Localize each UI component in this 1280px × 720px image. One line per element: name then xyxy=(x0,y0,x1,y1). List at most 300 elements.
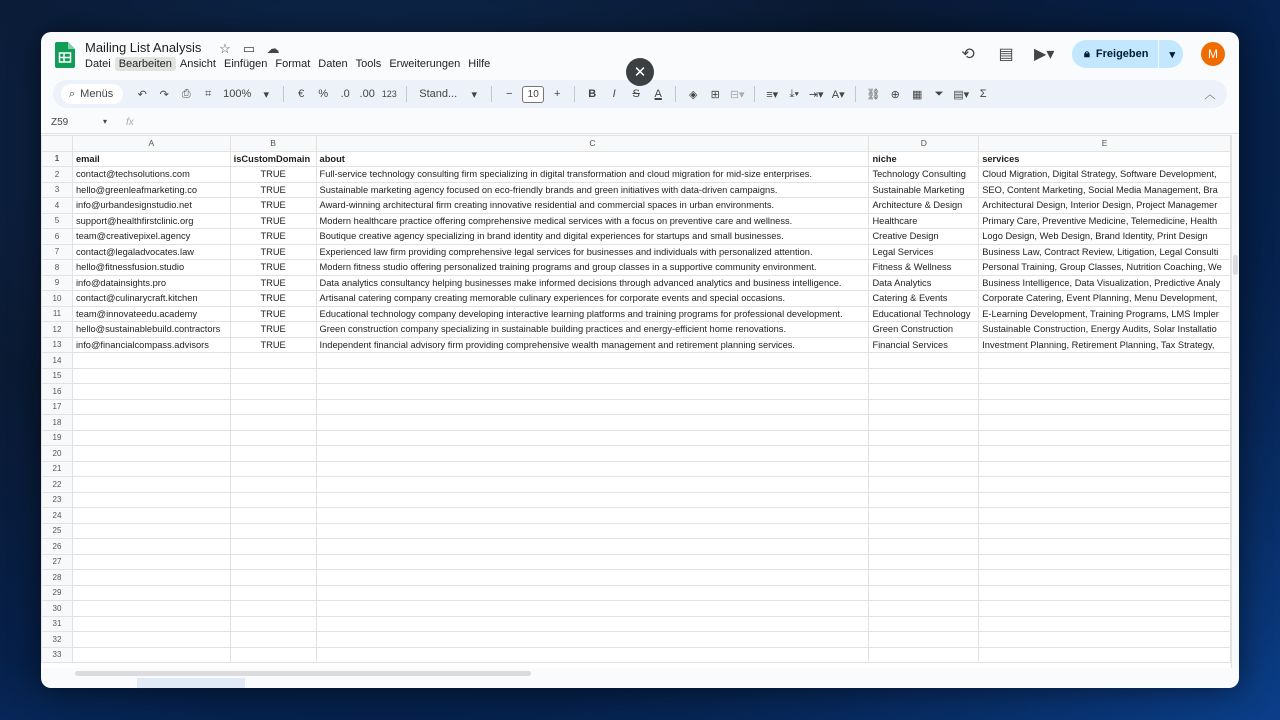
share-divider xyxy=(1158,40,1159,68)
cell[interactable]: Fitness & Wellness xyxy=(869,260,979,276)
cell[interactable] xyxy=(316,616,869,632)
cell[interactable] xyxy=(316,647,869,663)
cell[interactable]: Artisanal catering company creating memorable culinary experiences for corporate events and special occasions. xyxy=(316,291,869,307)
table-row xyxy=(42,415,1231,431)
cell[interactable]: info@datainsights.pro xyxy=(72,275,230,291)
cell[interactable] xyxy=(869,647,979,663)
cell[interactable] xyxy=(869,415,979,431)
table-row xyxy=(42,229,1231,245)
font-size-decrease-icon[interactable]: − xyxy=(505,88,513,100)
cell[interactable]: Logo Design, Web Design, Brand Identity, Print Design xyxy=(979,229,1231,245)
cell[interactable] xyxy=(72,477,230,493)
cell[interactable] xyxy=(316,384,869,400)
cell[interactable]: TRUE xyxy=(230,291,316,307)
menu-erweiterungen[interactable]: Erweiterungen xyxy=(389,58,461,70)
redo-icon[interactable]: ↷ xyxy=(159,88,169,101)
cell[interactable]: contact@legaladvocates.law xyxy=(72,244,230,260)
cell[interactable] xyxy=(869,554,979,570)
row-number[interactable]: 8 xyxy=(42,260,73,276)
menu-bearbeiten[interactable]: Bearbeiten xyxy=(115,57,176,71)
cell[interactable]: contact@techsolutions.com xyxy=(72,167,230,183)
cell[interactable]: Architectural Design, Interior Design, Project Managemer xyxy=(979,198,1231,214)
cell[interactable] xyxy=(230,647,316,663)
share-dropdown-icon[interactable]: ▾ xyxy=(1169,48,1175,61)
cell[interactable] xyxy=(230,539,316,555)
cell[interactable] xyxy=(72,415,230,431)
cell[interactable]: Architecture & Design xyxy=(869,198,979,214)
cell[interactable] xyxy=(979,368,1231,384)
cell[interactable] xyxy=(869,523,979,539)
decrease-decimal-button[interactable]: .0 xyxy=(340,88,350,100)
cell[interactable]: Business Law, Contract Review, Litigation, Legal Consulti xyxy=(979,244,1231,260)
cell[interactable] xyxy=(316,446,869,462)
cell[interactable] xyxy=(979,647,1231,663)
cell[interactable]: team@innovateedu.academy xyxy=(72,306,230,322)
cell[interactable] xyxy=(316,430,869,446)
table-row xyxy=(42,182,1231,198)
menu-format[interactable]: Format xyxy=(275,58,311,70)
bold-button[interactable]: B xyxy=(588,88,597,100)
number-format-button[interactable]: 123 xyxy=(381,89,397,99)
cell[interactable] xyxy=(869,477,979,493)
cell[interactable] xyxy=(979,492,1231,508)
version-history-icon[interactable]: ⟲ xyxy=(961,46,975,63)
cell[interactable]: info@urbandesignstudio.net xyxy=(72,198,230,214)
cell[interactable] xyxy=(979,461,1231,477)
chevron-down-icon[interactable]: ▾ xyxy=(471,88,477,101)
cell[interactable]: Award-winning architectural firm creating innovative residential and commercial spaces in urban environments. xyxy=(316,198,869,214)
cell[interactable]: Sustainable Marketing xyxy=(869,182,979,198)
row-number[interactable]: 19 xyxy=(42,430,73,446)
cell[interactable]: Personal Training, Group Classes, Nutrition Coaching, We xyxy=(979,260,1231,276)
table-row xyxy=(42,616,1231,632)
cell[interactable] xyxy=(869,570,979,586)
collapse-toolbar-icon[interactable]: ︿ xyxy=(1204,89,1216,101)
cell[interactable] xyxy=(316,368,869,384)
toolbar-divider xyxy=(491,86,492,102)
cell[interactable]: Data analytics consultancy helping businesses make informed decisions through advanced analytics and business intelligence. xyxy=(316,275,869,291)
cell[interactable]: TRUE xyxy=(230,213,316,229)
cell[interactable]: Green construction company specializing in sustainable building practices and energy-efficient home renovations. xyxy=(316,322,869,338)
cell[interactable] xyxy=(979,632,1231,648)
menu-ansicht[interactable]: Ansicht xyxy=(179,58,216,70)
cell[interactable] xyxy=(230,523,316,539)
meet-icon[interactable]: ▶▾ xyxy=(1034,46,1055,63)
cell[interactable]: TRUE xyxy=(230,244,316,260)
row-number[interactable]: 2 xyxy=(42,167,73,183)
cell[interactable]: Creative Design xyxy=(869,229,979,245)
row-number[interactable]: 18 xyxy=(42,415,73,431)
menu-tools[interactable]: Tools xyxy=(355,58,382,70)
cell[interactable]: isCustomDomain xyxy=(230,151,316,167)
cell[interactable] xyxy=(316,539,869,555)
cell[interactable]: Financial Services xyxy=(869,337,979,353)
row-number[interactable]: 16 xyxy=(42,384,73,400)
cell[interactable] xyxy=(72,632,230,648)
cell[interactable] xyxy=(979,554,1231,570)
cell[interactable] xyxy=(869,368,979,384)
cell[interactable]: Data Analytics xyxy=(869,275,979,291)
avatar[interactable]: M xyxy=(1201,42,1225,66)
cell[interactable] xyxy=(316,461,869,477)
cell[interactable] xyxy=(230,399,316,415)
cell[interactable] xyxy=(230,554,316,570)
cell[interactable] xyxy=(316,570,869,586)
insert-chart-icon[interactable]: ▦ xyxy=(912,88,923,101)
table-row xyxy=(42,539,1231,555)
search-icon: ⌕ xyxy=(69,87,76,100)
cell[interactable]: Technology Consulting xyxy=(869,167,979,183)
spreadsheet-window xyxy=(41,32,1239,688)
cell[interactable] xyxy=(72,399,230,415)
row-number[interactable]: 4 xyxy=(42,198,73,214)
table-row xyxy=(42,585,1231,601)
cell[interactable]: TRUE xyxy=(230,306,316,322)
cell[interactable]: email xyxy=(72,151,230,167)
table-row xyxy=(42,461,1231,477)
cell[interactable] xyxy=(316,554,869,570)
row-number[interactable]: 12 xyxy=(42,322,73,338)
cell[interactable] xyxy=(230,446,316,462)
table-row xyxy=(42,291,1231,307)
horizontal-scrollbar[interactable] xyxy=(73,668,1231,678)
cell[interactable] xyxy=(979,601,1231,617)
cell[interactable] xyxy=(869,430,979,446)
cell[interactable]: Legal Services xyxy=(869,244,979,260)
fx-icon: fx xyxy=(126,117,134,128)
row-number[interactable]: 26 xyxy=(42,539,73,555)
row-number[interactable]: 30 xyxy=(42,601,73,617)
table-row xyxy=(42,198,1231,214)
cell[interactable]: Cloud Migration, Digital Strategy, Software Development, xyxy=(979,167,1231,183)
row-number[interactable]: 1 xyxy=(42,151,73,167)
insert-comment-icon[interactable]: ⊕ xyxy=(890,88,900,101)
cell[interactable]: info@financialcompass.advisors xyxy=(72,337,230,353)
cell[interactable] xyxy=(72,601,230,617)
horizontal-scroll-thumb[interactable] xyxy=(75,671,531,676)
cell[interactable] xyxy=(230,632,316,648)
close-icon[interactable]: ✕ xyxy=(626,58,654,86)
cell[interactable]: Independent financial advisory firm providing comprehensive wealth management and retirement planning services. xyxy=(316,337,869,353)
toolbar-divider xyxy=(675,86,676,102)
table-row xyxy=(42,213,1231,229)
cell[interactable] xyxy=(316,415,869,431)
cell[interactable] xyxy=(869,601,979,617)
cell[interactable] xyxy=(72,368,230,384)
cell[interactable]: niche xyxy=(869,151,979,167)
cell[interactable]: hello@sustainablebuild.contractors xyxy=(72,322,230,338)
row-number[interactable]: 24 xyxy=(42,508,73,524)
cell[interactable] xyxy=(230,430,316,446)
cell[interactable]: E-Learning Development, Training Programs, LMS Impler xyxy=(979,306,1231,322)
percent-format-button[interactable]: % xyxy=(318,88,329,100)
row-number[interactable]: 9 xyxy=(42,275,73,291)
cell[interactable] xyxy=(316,585,869,601)
cell[interactable]: Catering & Events xyxy=(869,291,979,307)
cell[interactable]: Investment Planning, Retirement Planning, Tax Strategy, xyxy=(979,337,1231,353)
column-header[interactable]: A xyxy=(72,136,230,152)
table-row xyxy=(42,647,1231,663)
row-number[interactable]: 29 xyxy=(42,585,73,601)
cell[interactable]: TRUE xyxy=(230,337,316,353)
strikethrough-button[interactable]: S xyxy=(632,88,640,100)
cell[interactable] xyxy=(230,616,316,632)
cell[interactable] xyxy=(72,353,230,369)
row-number[interactable]: 13 xyxy=(42,337,73,353)
table-row xyxy=(42,384,1231,400)
currency-format-button[interactable]: € xyxy=(298,88,305,100)
cell[interactable] xyxy=(72,508,230,524)
cell[interactable]: TRUE xyxy=(230,182,316,198)
cell[interactable] xyxy=(230,353,316,369)
cell[interactable] xyxy=(72,616,230,632)
row-number[interactable]: 21 xyxy=(42,461,73,477)
row-number[interactable]: 7 xyxy=(42,244,73,260)
row-number[interactable]: 20 xyxy=(42,446,73,462)
star-icon[interactable]: ☆ xyxy=(219,41,231,56)
filter-views-icon[interactable]: ▤▾ xyxy=(953,88,970,101)
cell[interactable] xyxy=(869,492,979,508)
cell[interactable] xyxy=(869,446,979,462)
vertical-scrollbar[interactable] xyxy=(1231,135,1239,668)
sheet-tab[interactable] xyxy=(137,678,245,688)
cell[interactable]: TRUE xyxy=(230,229,316,245)
row-number[interactable]: 23 xyxy=(42,492,73,508)
table-row xyxy=(42,244,1231,260)
cell[interactable] xyxy=(869,461,979,477)
undo-icon[interactable]: ↶ xyxy=(137,88,147,101)
cell[interactable]: Green Construction xyxy=(869,322,979,338)
row-number[interactable]: 5 xyxy=(42,213,73,229)
cell[interactable] xyxy=(230,508,316,524)
vertical-align-icon[interactable]: ⤓▾ xyxy=(789,87,799,100)
cell[interactable] xyxy=(979,446,1231,462)
font-size-increase-icon[interactable]: + xyxy=(553,88,561,100)
cell[interactable] xyxy=(979,508,1231,524)
cell[interactable] xyxy=(869,508,979,524)
row-number[interactable]: 10 xyxy=(42,291,73,307)
cell[interactable]: Boutique creative agency specializing in brand identity and digital experiences for startups and small businesses. xyxy=(316,229,869,245)
cell[interactable] xyxy=(72,384,230,400)
cell[interactable]: Sustainable marketing agency focused on eco-friendly brands and green initiatives with data-driven campaigns. xyxy=(316,182,869,198)
cell[interactable]: Educational Technology xyxy=(869,306,979,322)
table-row xyxy=(42,508,1231,524)
functions-button[interactable]: Σ xyxy=(979,88,987,100)
cell[interactable]: TRUE xyxy=(230,322,316,338)
cell[interactable] xyxy=(230,368,316,384)
cell[interactable] xyxy=(230,570,316,586)
cell[interactable]: support@healthfirstclinic.org xyxy=(72,213,230,229)
cell[interactable]: Experienced law firm providing comprehensive legal services for businesses and individuals with personalized attention. xyxy=(316,244,869,260)
cell[interactable] xyxy=(230,415,316,431)
select-all-corner[interactable] xyxy=(42,136,73,152)
row-number[interactable]: 25 xyxy=(42,523,73,539)
print-icon[interactable]: ⎙ xyxy=(181,87,191,100)
cell[interactable] xyxy=(72,492,230,508)
cell[interactable] xyxy=(72,539,230,555)
text-rotation-icon[interactable]: A▾ xyxy=(831,88,845,101)
cell[interactable]: Primary Care, Preventive Medicine, Telemedicine, Health xyxy=(979,213,1231,229)
cell[interactable] xyxy=(316,632,869,648)
document-title[interactable]: Mailing List Analysis xyxy=(85,40,202,55)
cell[interactable] xyxy=(72,647,230,663)
row-number[interactable]: 3 xyxy=(42,182,73,198)
table-row xyxy=(42,167,1231,183)
row-number[interactable]: 22 xyxy=(42,477,73,493)
toolbar-divider xyxy=(406,86,407,102)
name-box[interactable]: Z59 xyxy=(51,117,69,128)
cell[interactable]: Healthcare xyxy=(869,213,979,229)
horizontal-align-icon[interactable]: ≡▾ xyxy=(766,88,779,101)
italic-button[interactable]: I xyxy=(612,88,616,100)
sheets-logo-icon[interactable] xyxy=(55,42,75,68)
cell[interactable]: Modern fitness studio offering personalized training programs and group classes in a supportive community environment. xyxy=(316,260,869,276)
cell[interactable]: Educational technology company developing interactive learning platforms and training programs for professional development. xyxy=(316,306,869,322)
table-row xyxy=(42,322,1231,338)
move-folder-icon[interactable]: ▭ xyxy=(242,41,256,56)
cell[interactable] xyxy=(869,539,979,555)
column-header[interactable]: B xyxy=(230,136,316,152)
sheet-grid[interactable] xyxy=(41,135,1231,668)
font-size-input[interactable]: 10 xyxy=(522,86,544,103)
comments-icon[interactable]: ▤ xyxy=(998,46,1014,63)
row-number[interactable]: 17 xyxy=(42,399,73,415)
cell[interactable] xyxy=(230,601,316,617)
cell[interactable]: Business Intelligence, Data Visualization, Predictive Analy xyxy=(979,275,1231,291)
cell[interactable]: TRUE xyxy=(230,260,316,276)
text-color-button[interactable]: A xyxy=(654,88,662,100)
share-button[interactable] xyxy=(1072,40,1183,68)
insert-link-icon[interactable]: ⛓ xyxy=(866,88,881,101)
cell[interactable] xyxy=(979,523,1231,539)
cell[interactable] xyxy=(230,461,316,477)
cell[interactable] xyxy=(316,601,869,617)
cell[interactable] xyxy=(869,399,979,415)
cell[interactable]: team@creativepixel.agency xyxy=(72,229,230,245)
cell[interactable] xyxy=(979,353,1231,369)
merge-cells-icon[interactable]: ⊟▾ xyxy=(729,88,745,101)
row-number[interactable]: 28 xyxy=(42,570,73,586)
text-wrap-icon[interactable]: ⇥▾ xyxy=(808,88,824,101)
cell[interactable] xyxy=(72,585,230,601)
cell[interactable]: TRUE xyxy=(230,167,316,183)
cell[interactable] xyxy=(72,461,230,477)
fill-color-icon[interactable]: ◈ xyxy=(688,88,698,101)
row-number[interactable]: 6 xyxy=(42,229,73,245)
vertical-scroll-thumb[interactable] xyxy=(1233,255,1238,275)
cell[interactable] xyxy=(316,523,869,539)
row-number[interactable]: 27 xyxy=(42,554,73,570)
menu-einfuegen[interactable]: Einfügen xyxy=(223,58,268,70)
cell[interactable]: hello@fitnessfusion.studio xyxy=(72,260,230,276)
cell[interactable] xyxy=(72,570,230,586)
column-header[interactable]: E xyxy=(979,136,1231,152)
cell[interactable] xyxy=(72,430,230,446)
font-select[interactable]: Stand... xyxy=(419,88,458,100)
cell[interactable] xyxy=(869,353,979,369)
cell[interactable]: Sustainable Construction, Energy Audits, Solar Installatio xyxy=(979,322,1231,338)
cell[interactable] xyxy=(869,616,979,632)
menu-hilfe[interactable]: Hilfe xyxy=(468,58,491,70)
row-number[interactable]: 14 xyxy=(42,353,73,369)
cell[interactable] xyxy=(230,492,316,508)
cell[interactable]: about xyxy=(316,151,869,167)
cell[interactable] xyxy=(230,585,316,601)
increase-decimal-button[interactable]: .00 xyxy=(359,88,375,100)
cell[interactable] xyxy=(979,539,1231,555)
row-number[interactable]: 31 xyxy=(42,616,73,632)
table-row xyxy=(42,337,1231,353)
cell[interactable] xyxy=(979,384,1231,400)
cell[interactable]: TRUE xyxy=(230,275,316,291)
zoom-select[interactable]: 100% xyxy=(223,88,252,100)
cell[interactable]: contact@culinarycraft.kitchen xyxy=(72,291,230,307)
row-number[interactable]: 11 xyxy=(42,306,73,322)
table-row xyxy=(42,554,1231,570)
cell[interactable]: services xyxy=(979,151,1231,167)
cell[interactable] xyxy=(979,585,1231,601)
cell[interactable] xyxy=(869,585,979,601)
cell[interactable] xyxy=(72,523,230,539)
cell[interactable] xyxy=(979,616,1231,632)
cell[interactable] xyxy=(979,430,1231,446)
cell[interactable] xyxy=(979,570,1231,586)
toolbar-divider xyxy=(574,86,575,102)
chevron-down-icon[interactable]: ▾ xyxy=(263,88,269,101)
share-label: Freigeben xyxy=(1095,48,1149,60)
cell[interactable] xyxy=(869,384,979,400)
row-number[interactable]: 15 xyxy=(42,368,73,384)
cell[interactable] xyxy=(230,384,316,400)
row-number[interactable]: 32 xyxy=(42,632,73,648)
cell[interactable]: Corporate Catering, Event Planning, Menu Development, xyxy=(979,291,1231,307)
cell[interactable] xyxy=(316,477,869,493)
table-row xyxy=(42,430,1231,446)
menu-datei[interactable]: Datei xyxy=(85,58,111,70)
name-box-dropdown-icon[interactable]: ▾ xyxy=(103,117,108,126)
cell[interactable]: Modern healthcare practice offering comprehensive medical services with a focus on preventive care and wellness. xyxy=(316,213,869,229)
row-number[interactable]: 33 xyxy=(42,647,73,663)
filter-icon[interactable]: ⏷ xyxy=(934,87,944,100)
toolbar-divider xyxy=(855,86,856,102)
table-row xyxy=(42,306,1231,322)
cell[interactable] xyxy=(979,477,1231,493)
cell[interactable] xyxy=(72,446,230,462)
toolbar-divider xyxy=(283,86,284,102)
cell[interactable] xyxy=(979,415,1231,431)
cell[interactable] xyxy=(316,508,869,524)
cell[interactable] xyxy=(316,492,869,508)
cell[interactable] xyxy=(979,399,1231,415)
table-row xyxy=(42,353,1231,369)
cell[interactable]: Full-service technology consulting firm specializing in digital transformation and cloud migration for mid-size enterprises. xyxy=(316,167,869,183)
menu-search[interactable] xyxy=(61,84,123,104)
cell[interactable]: hello@greenleafmarketing.co xyxy=(72,182,230,198)
paint-format-icon[interactable]: ⌗ xyxy=(205,87,212,100)
cell[interactable] xyxy=(72,554,230,570)
cell[interactable] xyxy=(869,632,979,648)
menu-daten[interactable]: Daten xyxy=(318,58,348,70)
column-header[interactable]: C xyxy=(316,136,869,152)
column-header[interactable]: D xyxy=(869,136,979,152)
cell[interactable] xyxy=(230,477,316,493)
cell[interactable] xyxy=(316,399,869,415)
cloud-status-icon[interactable]: ☁ xyxy=(266,41,280,56)
cell[interactable]: TRUE xyxy=(230,198,316,214)
cell[interactable] xyxy=(316,353,869,369)
cell[interactable]: SEO, Content Marketing, Social Media Management, Bra xyxy=(979,182,1231,198)
borders-icon[interactable]: ⊞ xyxy=(710,88,720,101)
